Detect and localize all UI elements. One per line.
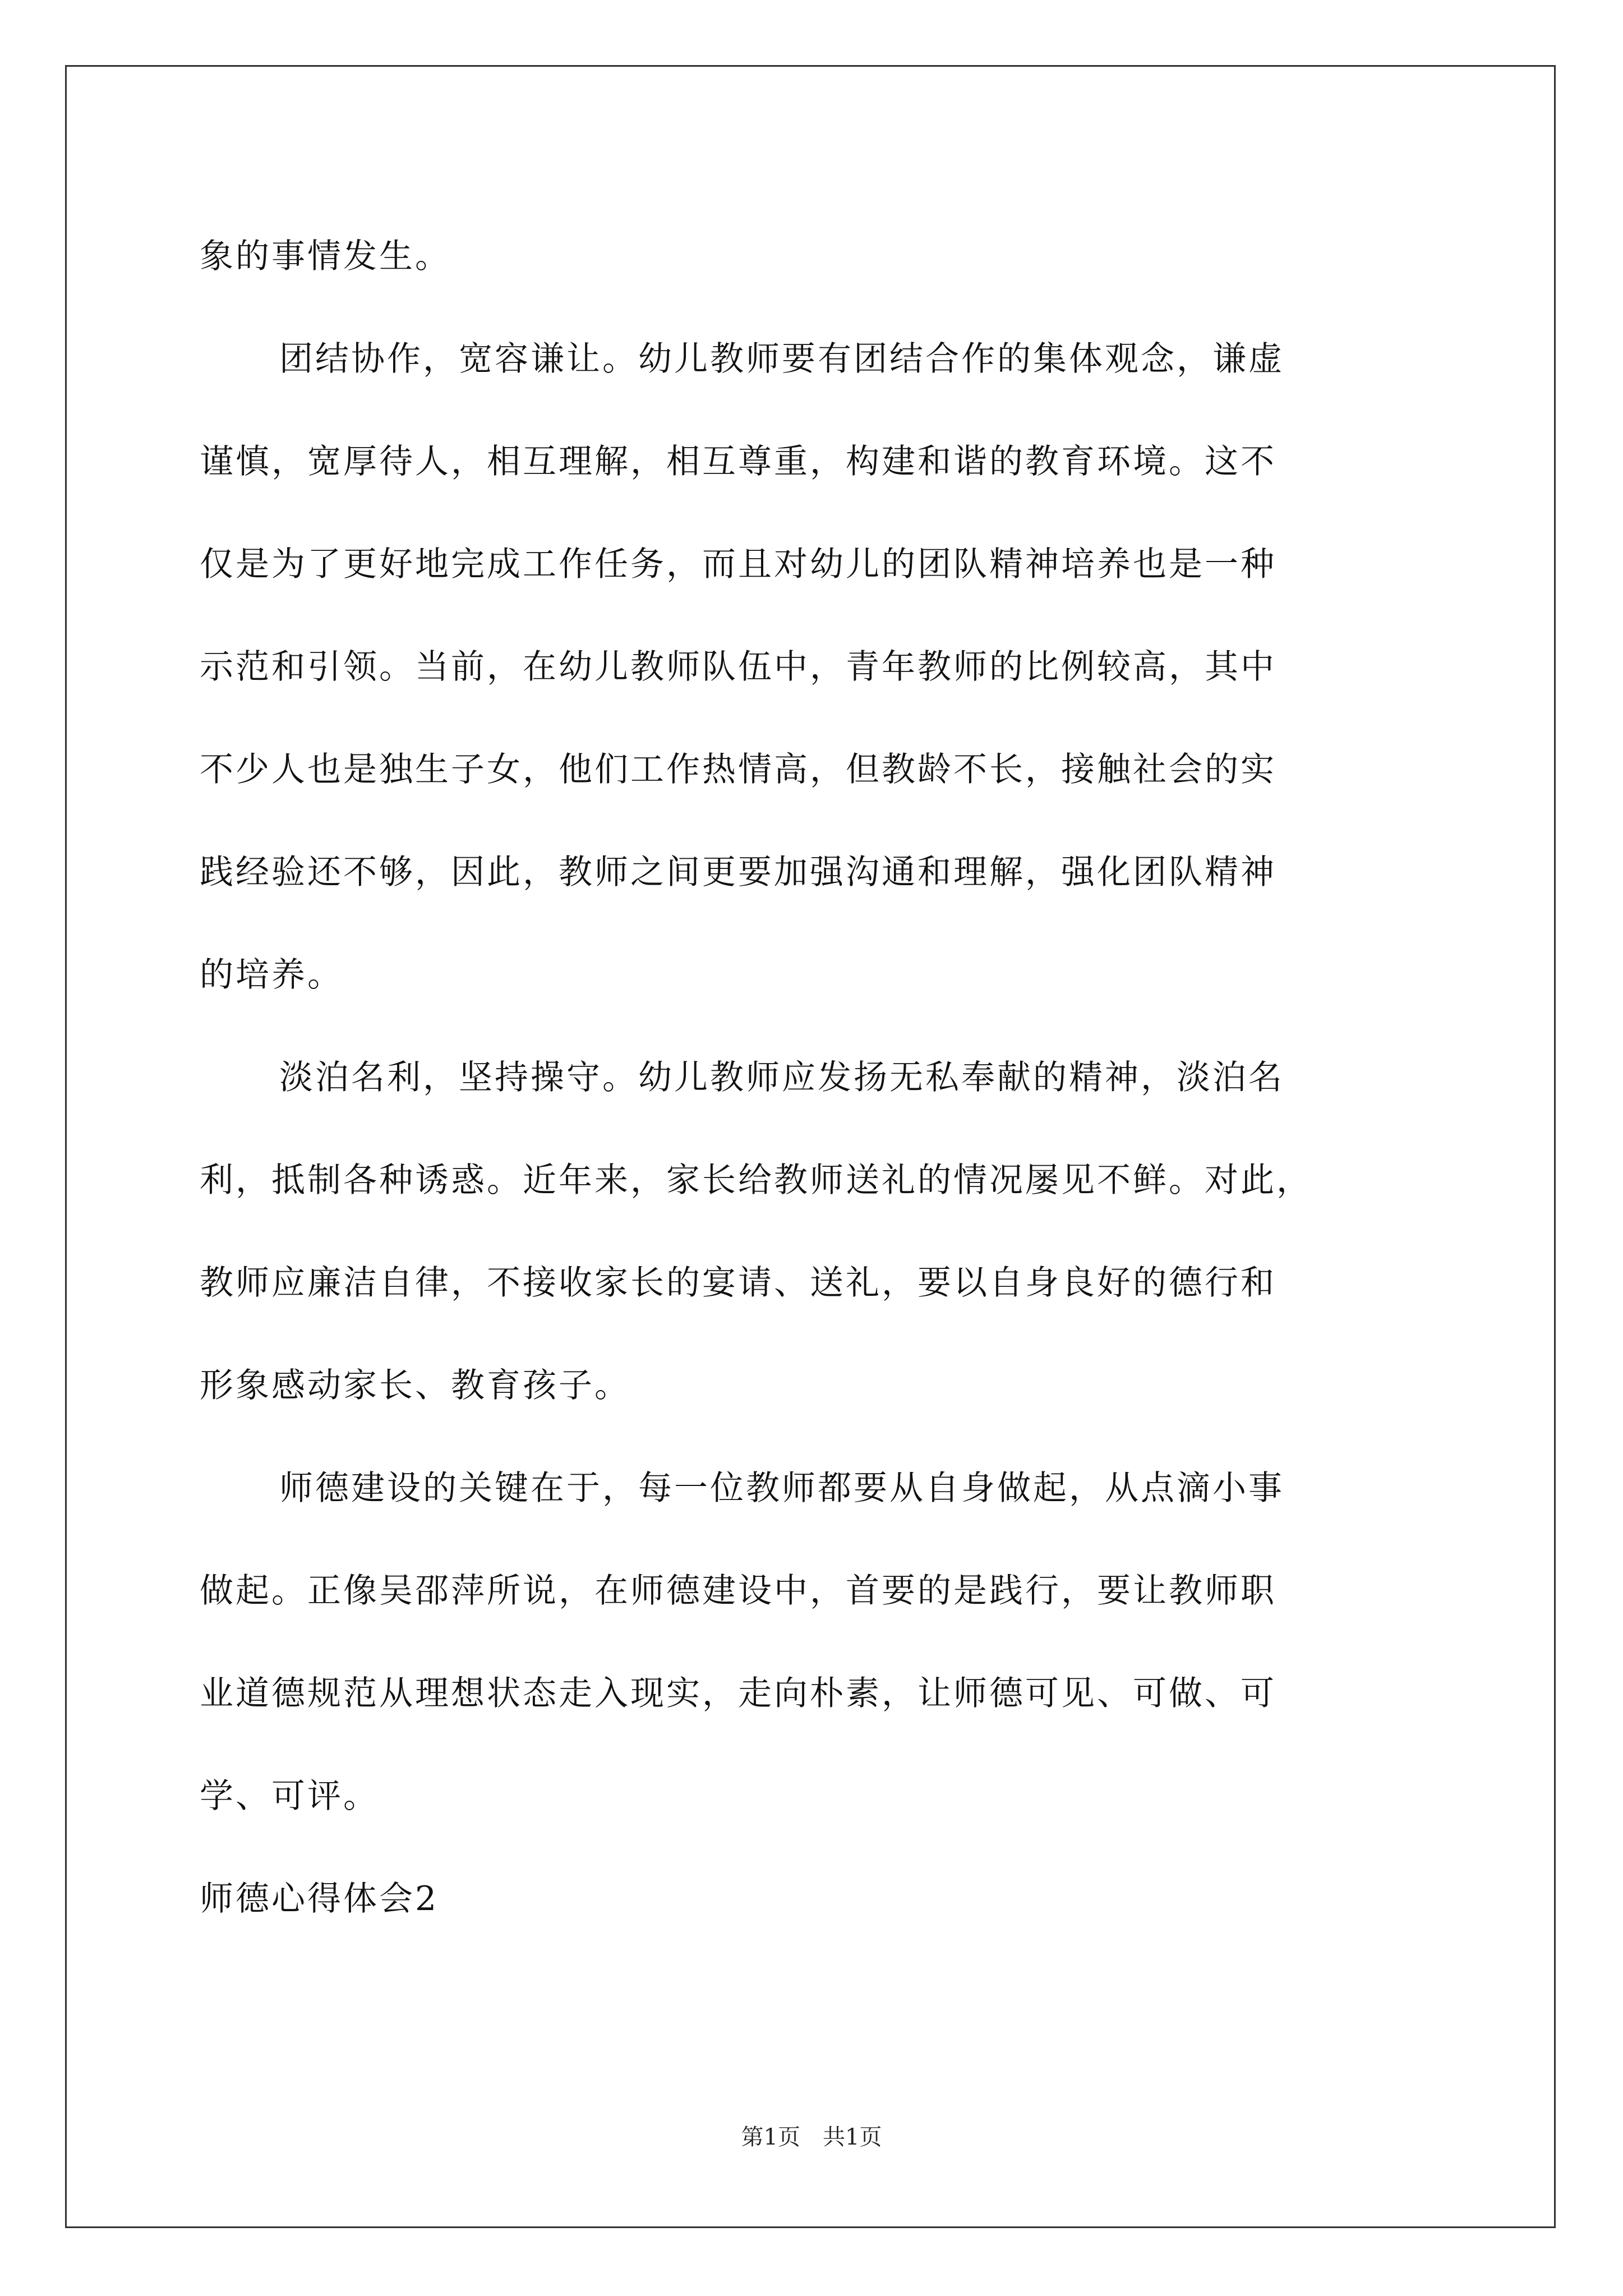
text-line: 仅是为了更好地完成工作任务，而且对幼儿的团队精神培养也是一种 [200, 545, 1276, 584]
text-line: 谨慎，宽厚待人，相互理解，相互尊重，构建和谐的教育环境。这不 [200, 442, 1276, 481]
page-total: 共1页 [823, 2124, 882, 2150]
page-footer [0, 2122, 1623, 2153]
text-line: 不少人也是独生子女，他们工作热情高，但教龄不长，接触社会的实 [200, 750, 1276, 789]
document-body [200, 205, 1433, 1950]
text-line: 利，抵制各种诱惑。近年来，家长给教师送礼的情况屡见不鲜。对此， [200, 1161, 1312, 1200]
paragraph-start-line: 师德建设的关键在于，每一位教师都要从自身做起，从点滴小事 [279, 1469, 1284, 1508]
paragraph-start-line: 淡泊名利，坚持操守。幼儿教师应发扬无私奉献的精神，淡泊名 [279, 1058, 1284, 1097]
text-line: 践经验还不够，因此，教师之间更要加强沟通和理解，强化团队精神 [200, 853, 1276, 892]
text-line: 学、可评。 [200, 1777, 379, 1816]
text-line: 示范和引领。当前，在幼儿教师队伍中，青年教师的比例较高，其中 [200, 647, 1276, 687]
text-line: 象的事情发生。 [200, 237, 451, 276]
section-heading: 师德心得体会2 [200, 1879, 439, 1918]
text-line: 做起。正像吴邵萍所说，在师德建设中，首要的是践行，要让教师职 [200, 1571, 1276, 1611]
text-line: 的培养。 [200, 955, 343, 995]
text-line: 形象感动家长、教育孩子。 [200, 1366, 630, 1405]
text-line: 业道德规范从理想状态走入现实，走向朴素，让师德可见、可做、可 [200, 1674, 1276, 1713]
text-line: 教师应廉洁自律，不接收家长的宴请、送礼，要以自身良好的德行和 [200, 1263, 1276, 1303]
page-number: 第1页 [741, 2124, 800, 2150]
paragraph-start-line: 团结协作，宽容谦让。幼儿教师要有团结合作的集体观念，谦虚 [279, 339, 1284, 379]
